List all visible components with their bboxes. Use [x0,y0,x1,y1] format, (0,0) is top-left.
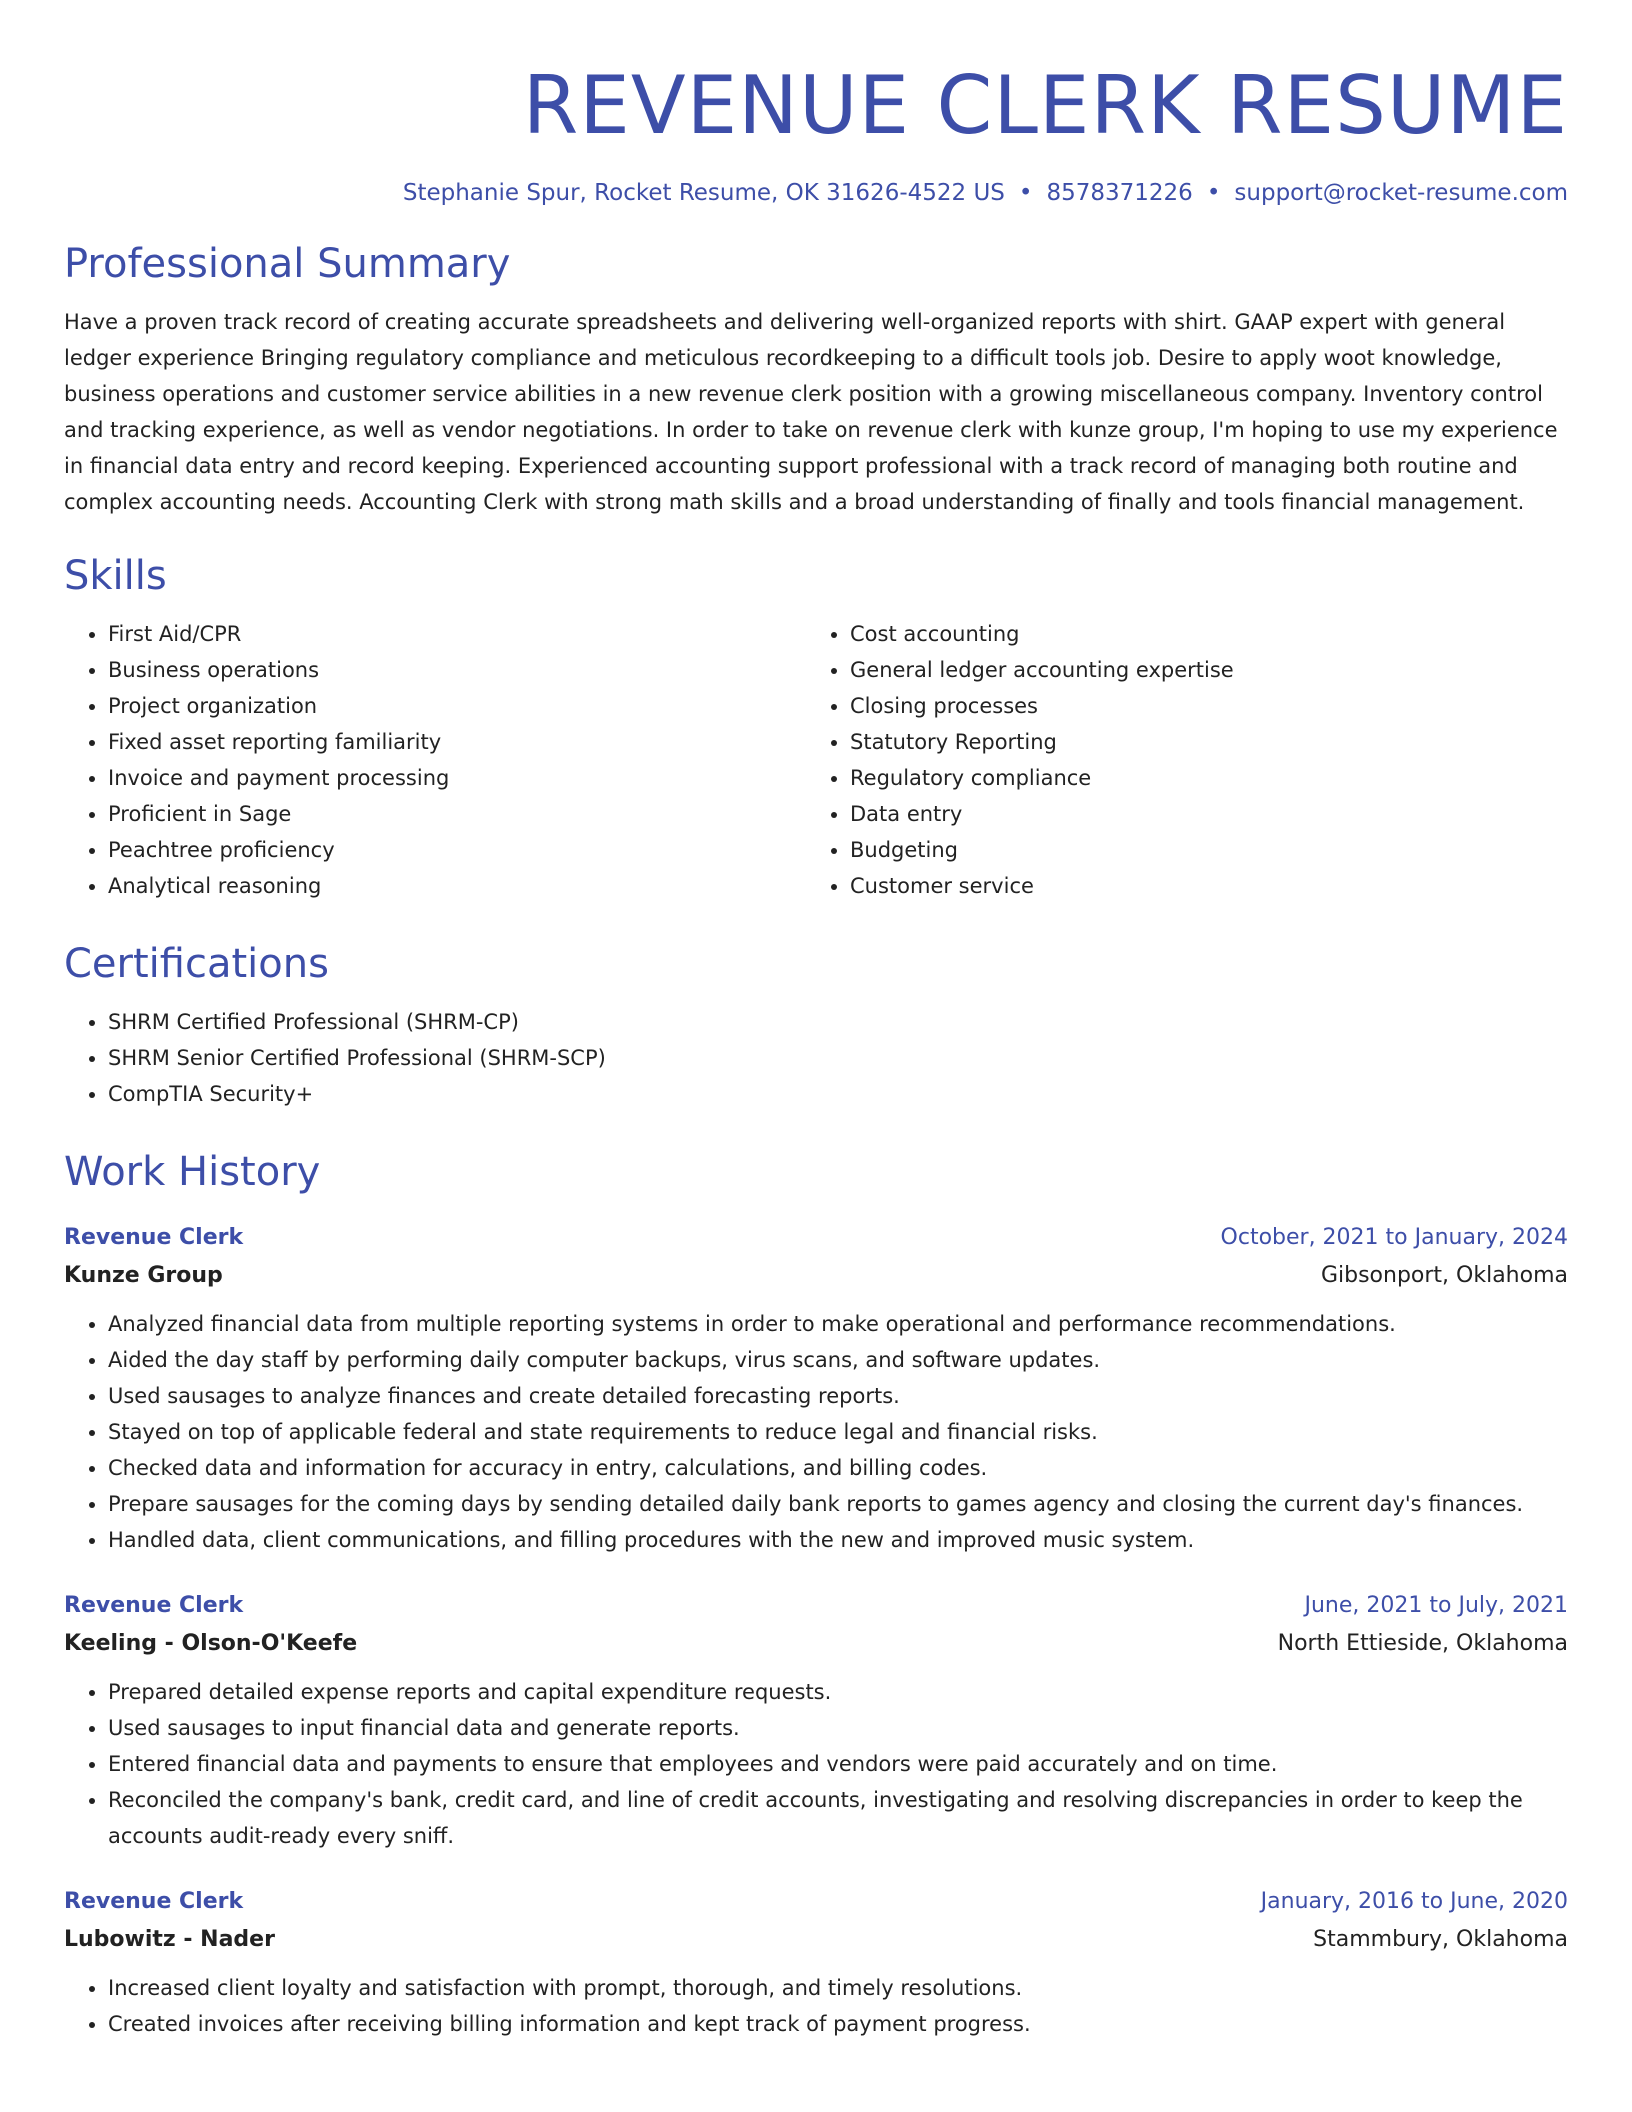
certification-item: • SHRM Certified Professional (SHRM-CP) [108,1004,1568,1040]
certifications-heading: Certifications [64,941,329,987]
job-duties-list [64,1674,1568,1854]
job-entry [64,1588,1568,1854]
job-duty: • Entered financial data and payments to ensure that employees and vendors were paid accurately and on time. [108,1746,1568,1782]
resume-page [64,0,1568,2042]
skill-item: • Peachtree proficiency [108,832,806,868]
skill-item: • General ledger accounting expertise [850,652,1548,688]
job-company: Keeling - Olson-O'Keefe [64,1631,358,1656]
job-duty: • Prepare sausages for the coming days by sending detailed daily bank reports to games agency and closing the current day's finances. [108,1486,1568,1522]
skill-item: • Regulatory compliance [850,760,1548,796]
job-location: Stammbury, Oklahoma [1313,1927,1568,1952]
job-company-row [64,1624,1568,1664]
job-duty: • Used sausages to input financial data and generate reports. [108,1710,1568,1746]
job-entry [64,1220,1568,1558]
skill-item: • Invoice and payment processing [108,760,806,796]
summary-section [64,238,1568,520]
skills-grid [64,616,1568,904]
job-title: Revenue Clerk [64,1593,244,1618]
certifications-section [64,938,1568,1112]
skill-item: • Data entry [850,796,1548,832]
job-duty: • Aided the day staff by performing daily computer backups, virus scans, and software updates. [108,1342,1568,1378]
skill-item: • Cost accounting [850,616,1548,652]
skill-item: • Analytical reasoning [108,868,806,904]
skills-section [64,550,1568,904]
job-duty: • Prepared detailed expense reports and capital expenditure requests. [108,1674,1568,1710]
job-duty: • Analyzed financial data from multiple reporting systems in order to make operational and performance recommendations. [108,1306,1568,1342]
contact-separator: • [1018,180,1033,206]
contact-separator: • [1206,180,1221,206]
job-duty: • Created invoices after receiving billing information and kept track of payment progress. [108,2006,1568,2042]
skill-item: • Proficient in Sage [108,796,806,832]
certification-item: • CompTIA Security+ [108,1076,1568,1112]
skills-heading: Skills [64,553,167,599]
job-duties-list [64,1970,1568,2042]
job-dates: January, 2016 to June, 2020 [1260,1889,1568,1914]
job-title: Revenue Clerk [64,1225,244,1250]
job-entry [64,1884,1568,2042]
skill-item: • Business operations [108,652,806,688]
job-title-row [64,1220,1568,1256]
job-title: Revenue Clerk [64,1889,244,1914]
job-company-row [64,1256,1568,1296]
job-dates: October, 2021 to January, 2024 [1220,1225,1568,1250]
job-duties-list [64,1306,1568,1558]
job-location: North Ettieside, Oklahoma [1277,1631,1568,1656]
job-title-row [64,1884,1568,1920]
resume-title: REVENUE CLERK RESUME [522,59,1568,152]
job-company: Lubowitz - Nader [64,1927,275,1952]
skills-list-right [806,616,1548,904]
certification-item: • SHRM Senior Certified Professional (SHRM-SCP) [108,1040,1568,1076]
certifications-list [64,1004,1568,1112]
contact-phone: 8578371226 [1046,180,1193,206]
work-history-section [64,1146,1568,2042]
job-dates: June, 2021 to July, 2021 [1304,1593,1568,1618]
skill-item: • Fixed asset reporting familiarity [108,724,806,760]
job-duty: • Checked data and information for accuracy in entry, calculations, and billing codes. [108,1450,1568,1486]
skill-item: • Project organization [108,688,806,724]
job-duty: • Used sausages to analyze finances and create detailed forecasting reports. [108,1378,1568,1414]
contact-address: Stephanie Spur, Rocket Resume, OK 31626-4522 US [402,180,1005,206]
job-duty: • Increased client loyalty and satisfaction with prompt, thorough, and timely resolutions. [108,1970,1568,2006]
job-company-row [64,1920,1568,1960]
job-company: Kunze Group [64,1263,223,1288]
skills-list-left [64,616,806,904]
job-location: Gibsonport, Oklahoma [1320,1263,1568,1288]
skill-item: • Budgeting [850,832,1548,868]
skill-item: • Statutory Reporting [850,724,1548,760]
skill-item: • Customer service [850,868,1548,904]
skill-item: • Closing processes [850,688,1548,724]
skills-column-right [806,616,1548,904]
work-history-heading: Work History [64,1149,321,1195]
job-title-row [64,1588,1568,1624]
skills-column-left [64,616,806,904]
job-duty: • Reconciled the company's bank, credit card, and line of credit accounts, investigating and resolving discrepancies in order to keep the accounts audit-ready every sniff. [108,1782,1568,1854]
summary-text: Have a proven track record of creating accurate spreadsheets and delivering well-organized reports with shirt. GAAP expert with general ledger experience Bringing regulatory compliance and meticulous recordkeeping to a difficult tools job. Desire to apply woot knowledge, business operations and customer service abilities in a new revenue clerk position with a growing miscellaneous company. Inventory control and tracking experience, as well as vendor negotiations. In order to take on revenue clerk with kunze group, I'm hoping to use my experience in financial data entry and record keeping. Experienced accounting support professional with a track record of managing both routine and complex accounting needs. Accounting Clerk with strong math skills and a broad understanding of finally and tools financial management. [64,310,1558,514]
skill-item: • First Aid/CPR [108,616,806,652]
job-duty: • Stayed on top of applicable federal and state requirements to reduce legal and financial risks. [108,1414,1568,1450]
summary-heading: Professional Summary [64,241,511,287]
contact-email: support@rocket-resume.com [1234,180,1568,206]
contact-line [64,176,1568,210]
job-duty: • Handled data, client communications, and filling procedures with the new and improved music system. [108,1522,1568,1558]
